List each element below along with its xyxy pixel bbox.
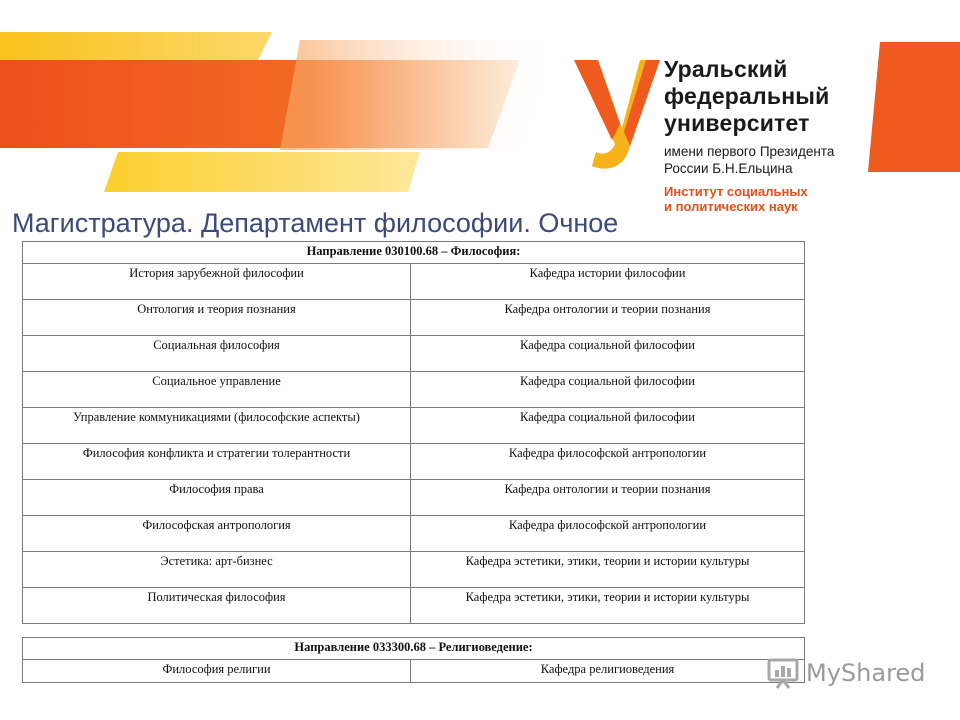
program-cell: Социальная философия: [23, 336, 411, 372]
department-cell: Кафедра социальной философии: [411, 372, 805, 408]
department-cell: Кафедра онтологии и теории познания: [411, 480, 805, 516]
program-cell: Эстетика: арт-бизнес: [23, 552, 411, 588]
table-row: [23, 408, 805, 444]
program-cell: Философская антропология: [23, 516, 411, 552]
table-row: [23, 588, 805, 624]
program-cell: Философия права: [23, 480, 411, 516]
table-row: [23, 444, 805, 480]
department-cell: Кафедра философской антропологии: [411, 516, 805, 552]
program-cell: Управление коммуникациями (философские аспекты): [23, 408, 411, 444]
department-cell: Кафедра онтологии и теории познания: [411, 300, 805, 336]
table-row: [23, 552, 805, 588]
department-cell: Кафедра эстетики, этики, теории и истории культуры: [411, 552, 805, 588]
slide-title: Магистратура. Департамент философии. Очное: [12, 208, 619, 238]
department-cell: Кафедра социальной философии: [411, 336, 805, 372]
program-cell: История зарубежной философии: [23, 264, 411, 300]
presentation-screen-icon: [766, 656, 800, 690]
table-row: [23, 372, 805, 408]
philosophy-programs-table: [22, 241, 805, 624]
institute-line-2: и политических наук: [664, 199, 798, 214]
table-row: [23, 336, 805, 372]
program-cell: Онтология и теория познания: [23, 300, 411, 336]
urfu-emblem-icon: [574, 60, 660, 169]
table-header-row: [23, 638, 805, 660]
table-header: Направление 033300.68 – Религиоведение:: [23, 638, 805, 660]
department-cell: Кафедра философской антропологии: [411, 444, 805, 480]
logo-line-5: России Б.Н.Ельцина: [664, 161, 793, 176]
logo-line-4: имени первого Президента: [664, 144, 835, 159]
table-row: [23, 660, 805, 683]
logo-line-1: Уральский: [664, 56, 788, 82]
banner-stripe-yellow-bottom: [104, 152, 420, 192]
program-cell: Философия конфликта и стратегии толерантности: [23, 444, 411, 480]
banner-stripe-right: [868, 42, 960, 172]
program-cell: Философия религии: [23, 660, 411, 683]
logo-line-3: университет: [664, 110, 810, 136]
department-cell: Кафедра эстетики, этики, теории и истории культуры: [411, 588, 805, 624]
banner-glow: [280, 40, 560, 150]
logo-line-2: федеральный: [664, 83, 830, 109]
myshared-watermark: [766, 656, 925, 690]
institute-line-1: Институт социальных: [664, 184, 808, 199]
table-row: [23, 264, 805, 300]
watermark-text: MyShared: [806, 659, 926, 687]
table-row: [23, 516, 805, 552]
table-row: [23, 300, 805, 336]
table-header: Направление 030100.68 – Философия:: [23, 242, 805, 264]
university-logo-text: [664, 56, 834, 214]
table-header-row: [23, 242, 805, 264]
program-cell: Социальное управление: [23, 372, 411, 408]
department-cell: Кафедра социальной философии: [411, 408, 805, 444]
department-cell: Кафедра религиоведения: [411, 660, 805, 683]
table-row: [23, 480, 805, 516]
department-cell: Кафедра истории философии: [411, 264, 805, 300]
religious-studies-table: [22, 637, 805, 683]
program-cell: Политическая философия: [23, 588, 411, 624]
